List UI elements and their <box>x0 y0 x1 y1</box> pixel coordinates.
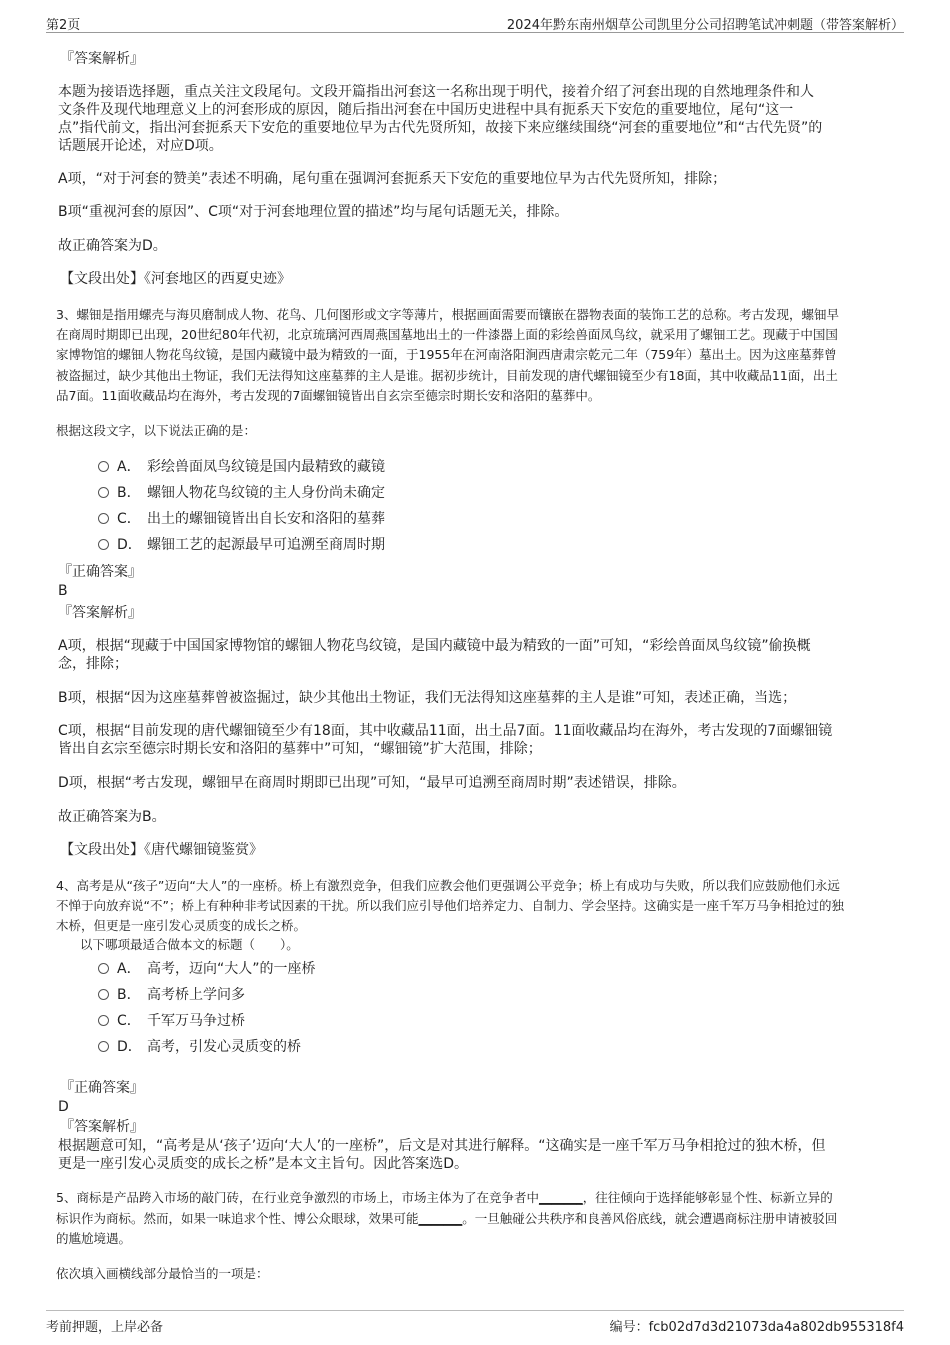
question-prompt: 以下哪项最适合做本文的标题（ ）。 <box>80 937 299 952</box>
conclusion: 故正确答案为B。 <box>58 809 166 825</box>
question-stem: 在商周时期即已出现，20世纪80年代初，北京琉璃河西周燕国墓地出土的一件漆器上面的彩绘兽面凤鸟纹，就采用了螺钿工艺。现藏于中国国 <box>56 327 838 342</box>
option-c[interactable]: C． 千军万马争过桥 <box>98 1012 245 1030</box>
question-stem: 4、高考是从“孩子”迈向“大人”的一座桥。桥上有激烈竞争，但我们应教会他们更强调公平竞争；桥上有成功与失败，所以我们应鼓励他们永远 <box>56 878 840 893</box>
option-a[interactable]: A． 高考，迈向“大人”的一座桥 <box>98 960 316 978</box>
radio-icon[interactable] <box>98 513 109 524</box>
answer-label: 『正确答案』 <box>58 564 142 580</box>
question-prompt: 根据这段文字，以下说法正确的是： <box>56 423 257 438</box>
option-b[interactable]: B． 高考桥上学问多 <box>98 986 245 1004</box>
analysis-label: 『答案解析』 <box>60 1119 144 1135</box>
blank-2: _______ <box>418 1211 463 1226</box>
radio-icon[interactable] <box>98 1015 109 1026</box>
analysis-text: 点”指代前文，指出河套扼系天下安危的重要地位早为古代先贤所知，故接下来应继续围绕“河套的重要地位”和“古代先贤”的 <box>58 120 823 136</box>
footer-slogan: 考前押题，上岸必备 <box>46 1320 164 1335</box>
analysis-text: B项“重视河套的原因”、C项“对于河套地理位置的描述”均与尾句话题无关，排除。 <box>58 204 569 220</box>
question-prompt: 依次填入画横线部分最恰当的一项是： <box>56 1266 269 1281</box>
analysis-text: 更是一座引发心灵质变的成长之桥”是本文主旨句。因此答案选D。 <box>58 1156 469 1172</box>
radio-icon[interactable] <box>98 963 109 974</box>
question-stem: 3、螺钿是指用螺壳与海贝磨制成人物、花鸟、几何图形或文字等薄片，根据画面需要而镶嵌在器物表面的装饰工艺的总称。考古发现，螺钿早 <box>56 307 839 322</box>
radio-icon[interactable] <box>98 1041 109 1052</box>
analysis-text: 根据题意可知，“高考是从‘孩子’迈向‘大人’的一座桥”，后文是对其进行解释。“这确实是一座千军万马争相抢过的独木桥，但 <box>58 1138 826 1154</box>
question-stem: 木桥，但更是一座引发心灵质变的成长之桥。 <box>56 918 307 933</box>
document-title: 2024年黔东南州烟草公司凯里分公司招聘笔试冲刺题（带答案解析） <box>506 18 904 33</box>
page-header <box>46 12 904 33</box>
radio-icon[interactable] <box>98 539 109 550</box>
analysis-text: A项，根据“现藏于中国国家博物馆的螺钿人物花鸟纹镜，是国内藏镜中最为精致的一面”可知，“彩绘兽面凤鸟纹镜”偷换概 <box>58 638 811 654</box>
analysis-label: 『答案解析』 <box>60 51 144 67</box>
analysis-text: 话题展开论述，对应D项。 <box>58 138 223 154</box>
analysis-text: C项，根据“目前发现的唐代螺钿镜至少有18面，其中收藏品11面，出土品7面。11面收藏品均在海外，考古发现的7面螺钿镜 <box>58 723 833 739</box>
radio-icon[interactable] <box>98 989 109 1000</box>
analysis-text: B项，根据“因为这座墓葬曾被盗掘过，缺少其他出土物证，我们无法得知这座墓葬的主人是谁”可知，表述正确，当选； <box>58 690 797 706</box>
page-footer <box>46 1310 904 1335</box>
analysis-text: 念，排除； <box>58 656 128 672</box>
conclusion: 故正确答案为D。 <box>58 238 167 254</box>
radio-icon[interactable] <box>98 487 109 498</box>
analysis-text: 本题为接语选择题，重点关注文段尾句。文段开篇指出河套这一名称出现于明代，接着介绍了河套出现的自然地理条件和人 <box>58 84 814 100</box>
option-d[interactable]: D． 高考，引发心灵质变的桥 <box>98 1038 301 1056</box>
answer-label: 『正确答案』 <box>60 1080 144 1096</box>
question-stem: 品7面。11面收藏品均在海外，考古发现的7面螺钿镜皆出自玄宗至德宗时期长安和洛阳的墓葬中。 <box>56 388 601 403</box>
question-stem: 的尴尬境遇。 <box>56 1231 132 1246</box>
question-stem: 被盗掘过，缺少其他出土物证，我们无法得知这座墓葬的主人是谁。据初步统计，目前发现的唐代螺钿镜至少有18面，其中收藏品11面，出土 <box>56 368 838 383</box>
question-stem: 家博物馆的螺钿人物花鸟纹镜，是国内藏镜中最为精致的一面，于1955年在河南洛阳涧西唐肃宗乾元二年（759年）墓出土。因为这座墓葬曾 <box>56 347 837 362</box>
option-b[interactable]: B． 螺钿人物花鸟纹镜的主人身份尚未确定 <box>98 484 385 502</box>
serial-number: 编号：fcb02d7d3d21073da4a802db955318f4 <box>609 1320 904 1335</box>
source: 【文段出处】《唐代螺钿镜鉴赏》 <box>60 842 263 858</box>
answer-value: D <box>58 1099 69 1115</box>
analysis-text: 文条件及现代地理意义上的河套形成的原因，随后指出河套在中国历史进程中具有扼系天下安危的重要地位，尾句“这一 <box>58 102 794 118</box>
analysis-text: A项，“对于河套的赞美”表述不明确，尾句重在强调河套扼系天下安危的重要地位早为古代先贤所知，排除； <box>58 171 727 187</box>
analysis-text: 皆出自玄宗至德宗时期长安和洛阳的墓葬中”可知，“螺钿镜”扩大范围，排除； <box>58 741 542 757</box>
question-stem: 不惮于向放弃说“不”；桥上有种种非考试因素的干扰。所以我们应引导他们培养定力、自制力、学会坚持。这确实是一座千军万马争相抢过的独 <box>56 898 844 913</box>
answer-value: B <box>58 583 68 599</box>
option-d[interactable]: D． 螺钿工艺的起源最早可追溯至商周时期 <box>98 536 385 554</box>
page-number: 第2页 <box>46 18 81 33</box>
analysis-text: D项，根据“考古发现，螺钿早在商周时期即已出现”可知，“最早可追溯至商周时期”表述错误，排除。 <box>58 775 686 791</box>
option-a[interactable]: A． 彩绘兽面凤鸟纹镜是国内最精致的藏镜 <box>98 458 385 476</box>
blank-1: _______ <box>538 1190 583 1205</box>
question-stem: 标识作为商标。然而，如果一味追求个性、博公众眼球，效果可能_______。一旦触碰公共秩序和良善风俗底线，就会遭遇商标注册申请被驳回 <box>56 1211 838 1226</box>
radio-icon[interactable] <box>98 461 109 472</box>
source: 【文段出处】《河套地区的西夏史迹》 <box>60 271 291 287</box>
question-stem: 5、商标是产品跨入市场的敲门砖，在行业竞争激烈的市场上，市场主体为了在竞争者中_______，往往倾向于选择能够彰显个性、标新立异的 <box>56 1190 833 1205</box>
analysis-label: 『答案解析』 <box>58 605 142 621</box>
option-c[interactable]: C． 出土的螺钿镜皆出自长安和洛阳的墓葬 <box>98 510 385 528</box>
